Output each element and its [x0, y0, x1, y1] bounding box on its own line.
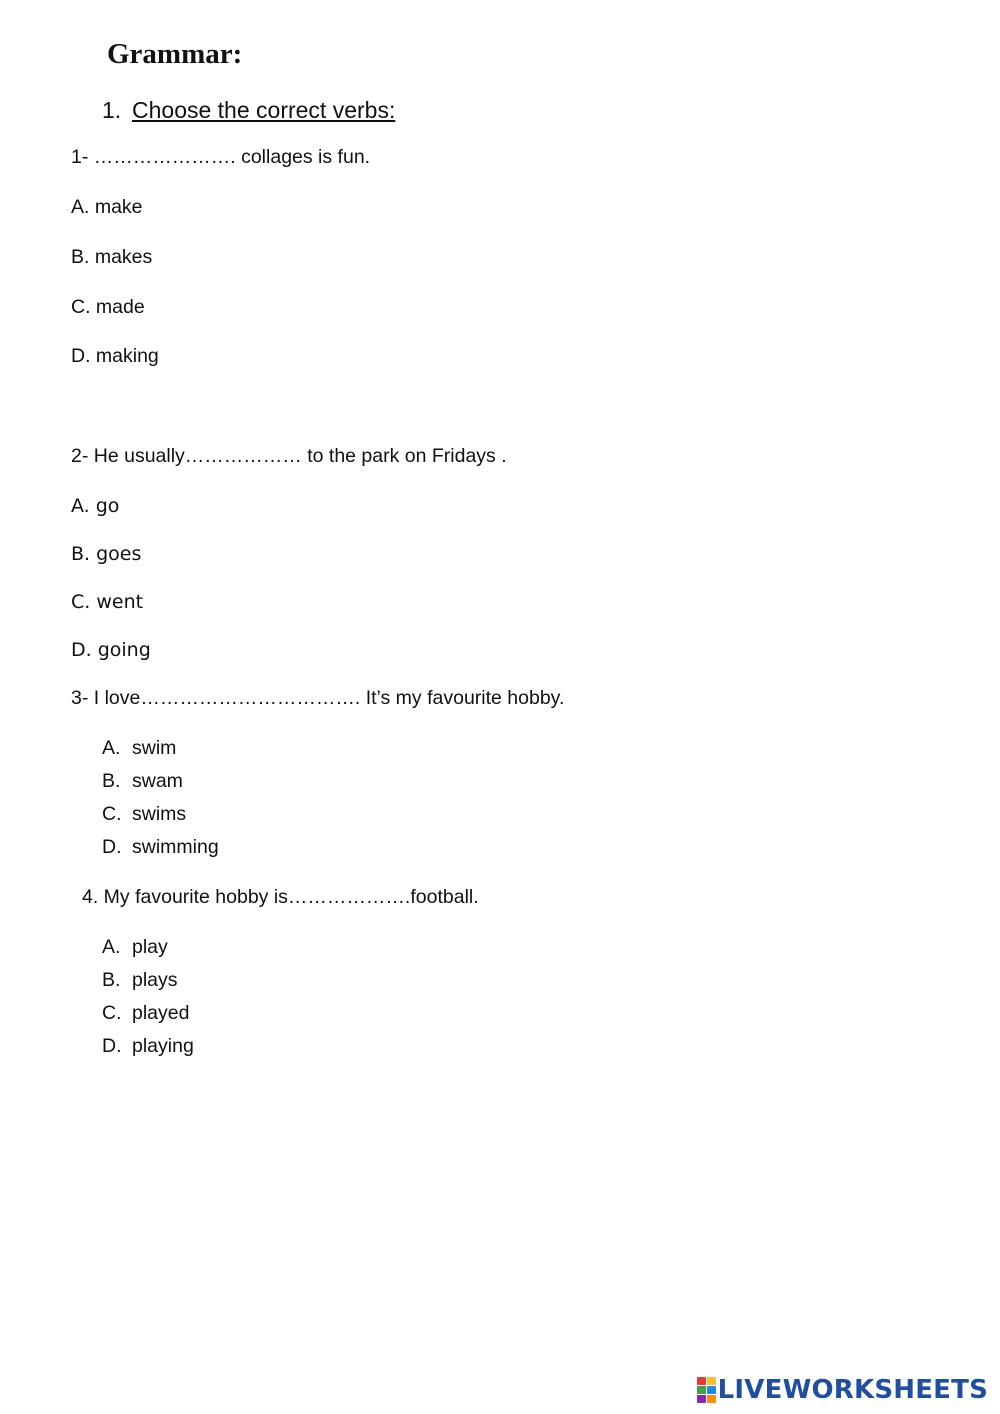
question-3-option-b[interactable] — [102, 768, 183, 794]
question-4-option-b[interactable] — [102, 967, 178, 993]
option-letter: D. — [102, 836, 122, 858]
option-letter: D. — [102, 1035, 122, 1057]
question-4-option-a[interactable] — [102, 934, 168, 960]
option-letter: B. — [102, 969, 121, 991]
option-text: plays — [132, 969, 178, 991]
question-1-stem: 1- …………………. collages is fun. — [71, 146, 371, 168]
question-4-stem: 4. My favourite hobby is……………….football. — [82, 886, 479, 908]
question-3-option-d[interactable] — [102, 834, 219, 860]
question-2-stem: 2- He usually……………… to the park on Fridays . — [71, 445, 507, 467]
question-1-option-d[interactable]: D. making — [71, 345, 159, 367]
option-text: swim — [132, 737, 177, 759]
question-1-option-a[interactable]: A. make — [71, 196, 143, 218]
question-1-option-b[interactable]: B. makes — [71, 246, 153, 268]
question-3-option-a[interactable] — [102, 735, 176, 761]
question-2-option-d[interactable]: D. going — [71, 639, 151, 661]
question-4-option-c[interactable] — [102, 1000, 189, 1026]
option-letter: B. — [102, 770, 121, 792]
option-text: playing — [132, 1035, 194, 1057]
question-2-option-c[interactable]: C. went — [71, 591, 144, 613]
option-text: swimming — [132, 836, 219, 858]
question-2-option-a[interactable]: A. go — [71, 495, 120, 517]
option-text: played — [132, 1002, 190, 1024]
option-letter: A. — [102, 737, 121, 759]
watermark-text: LIVEWORKSHEETS — [717, 1375, 988, 1405]
option-text: play — [132, 936, 168, 958]
instruction — [102, 94, 395, 126]
question-3-option-c[interactable] — [102, 801, 186, 827]
question-2-option-b[interactable]: B. goes — [71, 543, 142, 565]
option-letter: C. — [102, 803, 122, 825]
question-1-option-c[interactable]: C. made — [71, 296, 145, 318]
question-3-stem: 3- I love……………………………. It’s my favourite hobby. — [71, 687, 565, 709]
liveworksheets-logo-icon — [697, 1377, 716, 1403]
question-4-option-d[interactable] — [102, 1033, 194, 1059]
liveworksheets-watermark — [697, 1375, 988, 1405]
instruction-number: 1. — [102, 97, 122, 123]
option-letter: C. — [102, 1002, 122, 1024]
page-title: Grammar: — [107, 38, 243, 70]
option-text: swims — [132, 803, 187, 825]
option-text: swam — [132, 770, 183, 792]
instruction-text: Choose the correct verbs: — [132, 97, 396, 123]
option-letter: A. — [102, 936, 121, 958]
